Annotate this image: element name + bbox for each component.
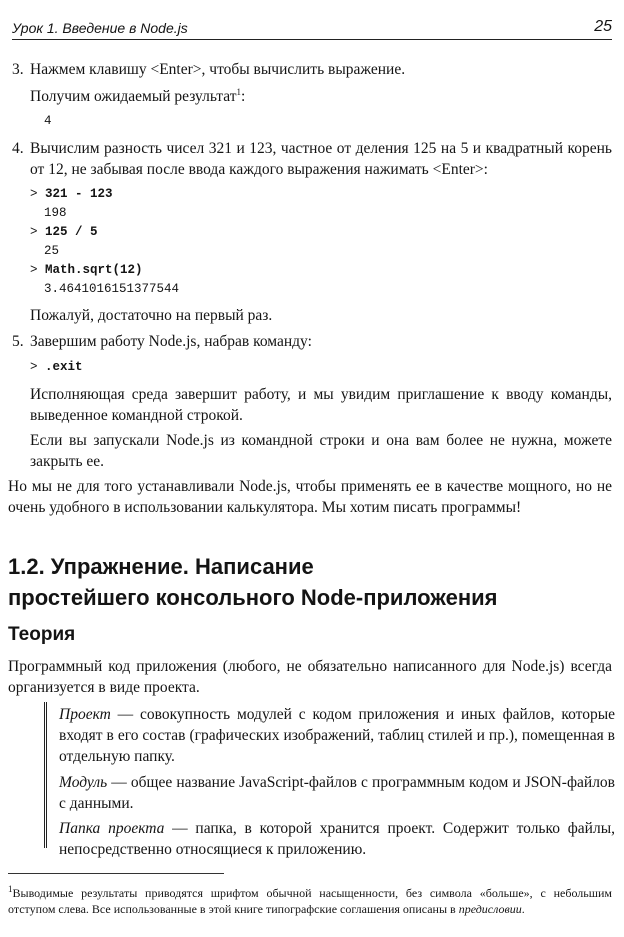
definition-project-folder: Папка проекта — папка, в которой хранится проект. Содержит только файлы, непосредственно относящиеся к приложению.	[59, 820, 615, 858]
footnote-preface-link[interactable]: предисловии	[458, 902, 522, 916]
closing-paragraph: Но мы не для того устанавливали Node.js, чтобы применять ее в качестве мощного, но не очень удобного в использовании калькулятора. Мы хотим писать программы!	[8, 478, 612, 516]
step-3-result-intro: Получим ожидаемый результат$^1$:	[30, 86, 246, 105]
step-5-text: Завершим работу Node.js, набрав команду:	[30, 333, 312, 350]
step-3-output: 4	[44, 114, 52, 128]
console-line-cmd2: > 125 / 5	[30, 225, 98, 239]
step-4-text: Вычислим разность чисел 321 и 123, частное от деления 125 на 5 и квадратный корень от 12, не забывая после ввода каждого выражения нажимать <Enter>:	[30, 140, 612, 178]
console-line-out1: 198	[44, 206, 67, 220]
footnote: $^1$Выводимые результаты приводятся шрифтом обычной насыщенности, без символа «больше», с небольшим отступом слева. Все использованные в этой книге типографские соглашения описаны в предисловии.	[8, 884, 612, 916]
section-title-line-2: простейшего консольного Node-приложения	[8, 585, 498, 610]
section-subtitle: Теория	[8, 624, 76, 645]
definition-project: Проект — совокупность модулей с кодом приложения и иных файлов, которые входят в его состав (графических изображений, таблиц стилей и пр.), помещенная в отдельную папку.	[59, 706, 615, 765]
console-line-cmd3: > Math.sqrt(12)	[30, 263, 143, 277]
section-intro: Программный код приложения (любого, не обязательно написанного для Node.js) всегда организуется в виде проекта.	[8, 658, 612, 696]
step-4-after: Пожалуй, достаточно на первый раз.	[30, 307, 273, 324]
step-3-text: Нажмем клавишу <Enter>, чтобы вычислить выражение.	[30, 61, 406, 78]
running-header	[12, 18, 612, 40]
definition-module: Модуль — общее название JavaScript-файлов с программным кодом и JSON-файлов с данными.	[59, 774, 615, 812]
step-4-number: 4.	[12, 140, 24, 157]
header-title: Урок 1. Введение в Node.js	[12, 20, 188, 36]
step-5-number: 5.	[12, 333, 24, 350]
console-line-exit: > .exit	[30, 360, 83, 374]
footnote-rule	[8, 873, 224, 874]
definitions-box	[44, 702, 615, 858]
console-line-out2: 25	[44, 244, 60, 258]
step-5-para2: Если вы запускали Node.js из командной строки и она вам более не нужна, можете закрыть ее.	[30, 432, 612, 470]
section-title-line-1: 1.2. Упражнение. Написание	[8, 554, 314, 579]
step-5-para1: Исполняющая среда завершит работу, и мы увидим приглашение к вводу команды, выведенное командной строкой.	[30, 386, 612, 424]
header-rule	[12, 39, 612, 40]
footnote-reference[interactable]: 1	[236, 86, 242, 97]
step-3-number: 3.	[12, 61, 24, 78]
page-number: 25	[594, 18, 612, 35]
console-line-out3: 3.4641016151377544	[44, 282, 180, 296]
console-line-cmd1: > 321 - 123	[30, 187, 113, 201]
